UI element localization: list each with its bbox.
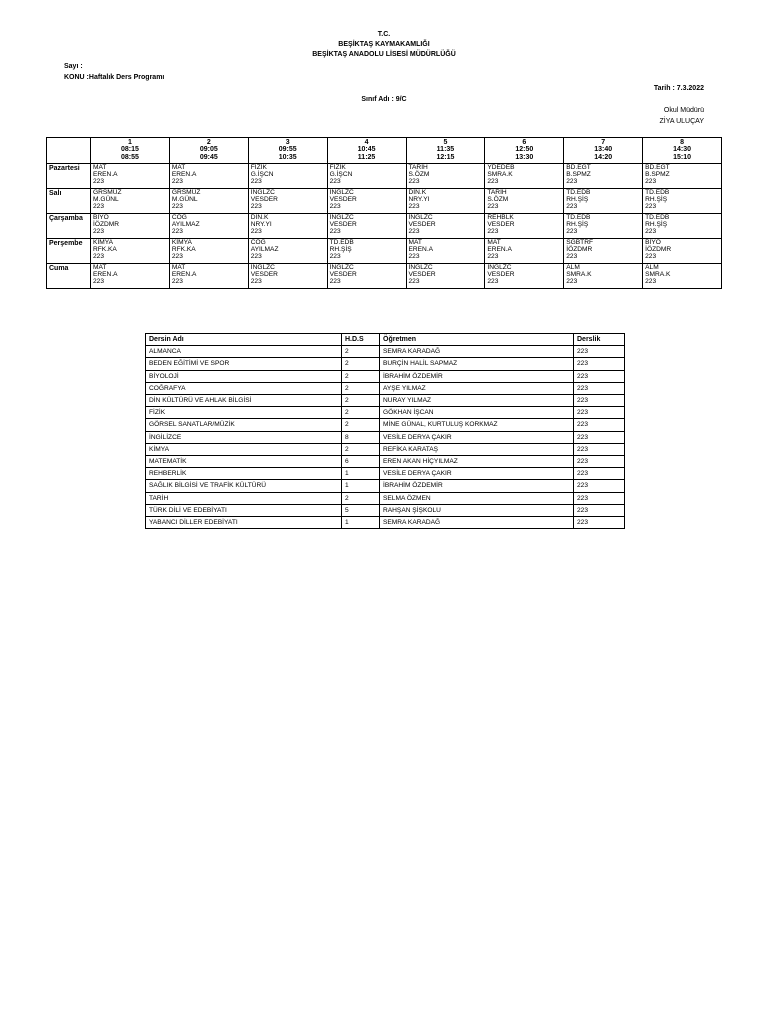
day-row	[47, 164, 722, 189]
course-room: 223	[574, 504, 625, 516]
lesson-cell	[643, 189, 722, 214]
day-row	[47, 239, 722, 264]
period-start: 08:15	[120, 146, 139, 154]
lesson-teacher: İÖZDMR	[93, 221, 120, 229]
lesson-room: 223	[408, 203, 420, 211]
course-teacher: EREN AKAN HİÇYILMAZ	[380, 456, 574, 468]
course-hours: 2	[342, 419, 380, 431]
course-name: GÖRSEL SANATLAR/MÜZİK	[146, 419, 342, 431]
lesson-teacher: VESDER	[329, 196, 357, 204]
course-row	[146, 456, 625, 468]
course-row	[146, 431, 625, 443]
sayi-label: Sayı :	[64, 63, 83, 70]
lesson-teacher: EREN.A	[93, 171, 118, 179]
lesson-code: MAT	[487, 239, 501, 246]
lesson-code: TD.EDB	[645, 189, 670, 196]
col-teacher: Öğretmen	[380, 334, 574, 346]
lesson-room: 223	[250, 203, 262, 211]
period-no: 1	[127, 139, 132, 146]
lesson-cell	[406, 239, 485, 264]
lesson-code: TARİH	[408, 164, 428, 171]
course-name: İNGİLİZCE	[146, 431, 342, 443]
lesson-teacher: M.GÜNL	[171, 196, 198, 204]
course-name: YABANCI DİLLER EDEBİYATI	[146, 517, 342, 529]
lesson-teacher: VESDER	[487, 271, 515, 279]
lesson-room: 223	[566, 203, 578, 211]
lesson-teacher: SMRA.K	[487, 171, 513, 179]
course-name: KİMYA	[146, 443, 342, 455]
lesson-cell	[485, 239, 564, 264]
lesson-code: DİN.K	[408, 189, 427, 196]
course-room: 223	[574, 395, 625, 407]
lesson-room: 223	[93, 228, 105, 236]
lesson-code: İNGLZC	[329, 264, 354, 271]
course-name: SAĞLIK BİLGİSİ VE TRAFİK KÜLTÜRÜ	[146, 480, 342, 492]
period-end: 13:30	[515, 153, 534, 161]
period-header	[327, 138, 406, 164]
course-hours: 2	[342, 358, 380, 370]
lesson-code: BİYO	[645, 239, 661, 246]
course-row	[146, 468, 625, 480]
course-room: 223	[574, 480, 625, 492]
lesson-room: 223	[250, 278, 262, 286]
lesson-code: DİN.K	[250, 214, 269, 221]
course-teacher: SEMRA KARADAĞ	[380, 517, 574, 529]
course-teacher: RAHŞAN ŞİŞKOLU	[380, 504, 574, 516]
lesson-code: COĞ	[171, 214, 187, 221]
lesson-teacher: B.SPMZ	[566, 171, 591, 179]
lesson-cell	[169, 189, 248, 214]
lesson-cell	[169, 264, 248, 289]
konu-label: KONU :Haftalık Ders Programı	[64, 74, 165, 81]
header-kaymakamlik: BEŞİKTAŞ KAYMAKAMLIĞI	[338, 41, 430, 48]
lesson-room: 223	[566, 253, 578, 261]
lesson-cell	[91, 189, 170, 214]
lesson-teacher: EREN.A	[171, 171, 197, 179]
corner-cell	[47, 138, 91, 164]
lesson-room: 223	[487, 253, 499, 261]
course-hours: 1	[342, 468, 380, 480]
period-no: 6	[522, 139, 527, 146]
lesson-cell	[406, 189, 485, 214]
lesson-room: 223	[93, 203, 105, 211]
course-room: 223	[574, 382, 625, 394]
lesson-room: 223	[93, 278, 105, 286]
period-end: 08:55	[120, 153, 139, 161]
lesson-code: MAT	[408, 239, 422, 246]
course-hours: 2	[342, 370, 380, 382]
lesson-teacher: EREN.A	[487, 246, 512, 254]
lesson-teacher: RFK.KA	[171, 246, 196, 254]
course-name: TÜRK DİLİ VE EDEBİYATI	[146, 504, 342, 516]
day-name: Perşembe	[47, 239, 91, 264]
course-teacher: İBRAHİM ÖZDEMİR	[380, 480, 574, 492]
lesson-room: 223	[566, 178, 578, 186]
lesson-code: İNGLZC	[487, 264, 512, 271]
lesson-cell	[643, 164, 722, 189]
lesson-teacher: EREN.A	[171, 271, 197, 279]
lesson-room: 223	[329, 203, 341, 211]
course-name: TARİH	[146, 492, 342, 504]
lesson-code: İNGLZC	[250, 189, 275, 196]
lesson-room: 223	[329, 228, 341, 236]
lesson-room: 223	[487, 278, 499, 286]
lesson-cell	[248, 239, 327, 264]
lesson-code: MAT	[93, 164, 107, 171]
period-header	[564, 138, 643, 164]
lesson-cell	[91, 164, 170, 189]
period-start: 13:40	[594, 146, 613, 154]
schedule-table	[46, 137, 722, 289]
lesson-room: 223	[487, 203, 499, 211]
lesson-room: 223	[329, 253, 341, 261]
lesson-teacher: M.GÜNL	[93, 196, 119, 204]
lesson-cell	[327, 264, 406, 289]
period-no: 2	[206, 139, 211, 146]
lesson-cell	[327, 189, 406, 214]
lesson-room: 223	[645, 178, 657, 186]
period-end: 14:20	[594, 153, 613, 161]
period-start: 09:05	[199, 146, 218, 154]
lesson-teacher: RFK.KA	[93, 246, 117, 254]
course-row	[146, 480, 625, 492]
lesson-room: 223	[408, 178, 420, 186]
lesson-cell	[169, 239, 248, 264]
lesson-cell	[327, 214, 406, 239]
course-teacher: VESİLE DERYA ÇAKIR	[380, 431, 574, 443]
lesson-teacher: RH.ŞİŞ	[645, 196, 668, 204]
lesson-teacher: G.İŞCN	[250, 171, 274, 179]
course-room: 223	[574, 358, 625, 370]
course-room: 223	[574, 346, 625, 358]
lesson-code: FİZİK	[250, 164, 267, 171]
lesson-code: İNGLZC	[408, 264, 433, 271]
lesson-code: BD.EĞT	[566, 164, 591, 171]
lesson-cell	[564, 189, 643, 214]
course-name: REHBERLİK	[146, 468, 342, 480]
lesson-code: BİYO	[93, 214, 109, 221]
period-header	[485, 138, 564, 164]
course-row	[146, 492, 625, 504]
lesson-cell	[91, 264, 170, 289]
tarih-label: Tarih : 7.3.2022	[653, 85, 704, 92]
course-header-row	[146, 334, 625, 346]
schedule-header-row	[47, 138, 722, 164]
lesson-code: MAT	[171, 264, 186, 271]
lesson-teacher: VESDER	[487, 221, 515, 229]
lesson-cell	[485, 214, 564, 239]
day-row	[47, 189, 722, 214]
lesson-teacher: S.ÖZM	[408, 171, 430, 179]
lesson-teacher: G.İŞCN	[329, 171, 353, 179]
col-course-name: Dersin Adı	[146, 334, 342, 346]
course-row	[146, 358, 625, 370]
lesson-cell	[327, 164, 406, 189]
lesson-teacher: VESDER	[329, 221, 357, 229]
course-room: 223	[574, 456, 625, 468]
course-teacher: VESİLE DERYA ÇAKIR	[380, 468, 574, 480]
lesson-room: 223	[408, 278, 420, 286]
lesson-code: MAT	[93, 264, 107, 271]
lesson-room: 223	[250, 253, 262, 261]
lesson-room: 223	[566, 228, 578, 236]
period-header	[643, 138, 722, 164]
course-teacher: BURÇİN HALİL SAPMAZ	[380, 358, 574, 370]
lesson-code: YDEDEB	[487, 164, 515, 171]
course-room: 223	[574, 419, 625, 431]
course-row	[146, 395, 625, 407]
period-end: 11:25	[357, 153, 376, 161]
lesson-teacher: NRY.YI	[250, 221, 272, 229]
lesson-cell	[406, 214, 485, 239]
lesson-teacher: AYILMAZ	[171, 221, 200, 229]
lesson-teacher: AYILMAZ	[250, 246, 279, 254]
day-name: Salı	[47, 189, 91, 214]
lesson-cell	[248, 189, 327, 214]
course-hours: 8	[342, 431, 380, 443]
lesson-code: TD.EDB	[566, 214, 591, 221]
lesson-code: REHBLK	[487, 214, 514, 221]
lesson-code: BD.EĞT	[645, 164, 670, 171]
period-start: 10:45	[357, 146, 376, 154]
course-teacher: REFİKA KARATAŞ	[380, 443, 574, 455]
lesson-cell	[643, 214, 722, 239]
lesson-cell	[564, 164, 643, 189]
course-teacher: AYŞE YILMAZ	[380, 382, 574, 394]
course-row	[146, 419, 625, 431]
period-start: 12:50	[515, 146, 534, 154]
lesson-room: 223	[645, 278, 657, 286]
lesson-code: TARİH	[487, 189, 507, 196]
course-row	[146, 443, 625, 455]
lesson-room: 223	[645, 228, 657, 236]
course-hours: 2	[342, 443, 380, 455]
lesson-room: 223	[171, 228, 183, 236]
lesson-cell	[91, 214, 170, 239]
lesson-cell	[406, 264, 485, 289]
lesson-teacher: RH.ŞİŞ	[329, 246, 352, 254]
course-teacher: NURAY YILMAZ	[380, 395, 574, 407]
lesson-teacher: B.SPMZ	[645, 171, 670, 179]
course-name: BEDEN EĞİTİMİ VE SPOR	[146, 358, 342, 370]
lesson-room: 223	[171, 253, 183, 261]
lesson-cell	[91, 239, 170, 264]
course-teacher: İBRAHİM ÖZDEMİR	[380, 370, 574, 382]
lesson-code: İNGLZC	[408, 214, 433, 221]
lesson-code: İNGLZC	[329, 214, 354, 221]
lesson-code: KİMYA	[171, 239, 192, 246]
course-teacher: GÖKHAN İŞCAN	[380, 407, 574, 419]
col-hours: H.D.S	[342, 334, 380, 346]
course-hours: 1	[342, 480, 380, 492]
period-end: 15:10	[673, 153, 692, 161]
lesson-room: 223	[171, 178, 183, 186]
course-room: 223	[574, 517, 625, 529]
course-name: MATEMATİK	[146, 456, 342, 468]
lesson-cell	[248, 264, 327, 289]
course-hours: 2	[342, 492, 380, 504]
lesson-room: 223	[329, 178, 341, 186]
lesson-code: FİZİK	[329, 164, 346, 171]
period-no: 7	[601, 139, 606, 146]
course-hours: 2	[342, 382, 380, 394]
course-room: 223	[574, 370, 625, 382]
day-name: Çarşamba	[47, 214, 91, 239]
lesson-room: 223	[645, 253, 657, 261]
lesson-teacher: RH.ŞİŞ	[645, 221, 668, 229]
period-header	[91, 138, 170, 164]
lesson-code: KİMYA	[93, 239, 114, 246]
period-start: 09:55	[278, 146, 297, 154]
lesson-teacher: VESDER	[250, 196, 278, 204]
lesson-teacher: VESDER	[408, 221, 436, 229]
lesson-code: TD.EDB	[645, 214, 670, 221]
sinif-label: Sınıf Adı : 9/C	[361, 96, 407, 103]
day-name: Cuma	[47, 264, 91, 289]
lesson-cell	[564, 214, 643, 239]
lesson-room: 223	[566, 278, 578, 286]
course-hours: 2	[342, 395, 380, 407]
lesson-teacher: EREN.A	[93, 271, 118, 279]
lesson-teacher: SMRA.K	[566, 271, 592, 279]
lesson-teacher: İÖZDMR	[645, 246, 672, 254]
lesson-teacher: SMRA.K	[645, 271, 671, 279]
period-end: 09:45	[199, 153, 218, 161]
course-teacher: MİNE GÜNAL, KURTULUŞ KORKMAZ	[380, 419, 574, 431]
lesson-code: ALM	[645, 264, 659, 271]
lesson-room: 223	[645, 203, 657, 211]
lesson-room: 223	[171, 278, 183, 286]
lesson-code: GRSMÜZ	[93, 189, 122, 196]
course-room: 223	[574, 468, 625, 480]
course-row	[146, 370, 625, 382]
period-no: 5	[443, 139, 448, 146]
period-no: 8	[680, 139, 685, 146]
period-header	[169, 138, 248, 164]
lesson-cell	[485, 189, 564, 214]
course-name: BİYOLOJİ	[146, 370, 342, 382]
lesson-cell	[643, 239, 722, 264]
course-teacher: SEMRA KARADAĞ	[380, 346, 574, 358]
mudur-title: Okul Müdürü	[663, 107, 704, 114]
period-end: 10:35	[278, 153, 297, 161]
lesson-room: 223	[329, 278, 341, 286]
day-row	[47, 264, 722, 289]
period-no: 4	[364, 139, 369, 146]
course-hours: 2	[342, 407, 380, 419]
course-room: 223	[574, 443, 625, 455]
period-header	[248, 138, 327, 164]
lesson-code: TD.EDB	[329, 239, 354, 246]
lesson-room: 223	[487, 178, 499, 186]
lesson-cell	[564, 239, 643, 264]
lesson-code: ALM	[566, 264, 580, 271]
header-tc: T.C.	[377, 31, 391, 38]
lesson-teacher: VESDER	[250, 271, 278, 279]
course-hours: 2	[342, 346, 380, 358]
lesson-room: 223	[408, 228, 420, 236]
lesson-cell	[406, 164, 485, 189]
lesson-cell	[169, 164, 248, 189]
course-name: ALMANCA	[146, 346, 342, 358]
lesson-code: İNGLZC	[329, 189, 354, 196]
lesson-room: 223	[250, 228, 262, 236]
lesson-code: İNGLZC	[250, 264, 275, 271]
lesson-room: 223	[408, 253, 420, 261]
lesson-cell	[248, 164, 327, 189]
lesson-cell	[248, 214, 327, 239]
course-room: 223	[574, 407, 625, 419]
lesson-teacher: RH.ŞİŞ	[566, 196, 589, 204]
course-hours: 5	[342, 504, 380, 516]
header-school: BEŞİKTAŞ ANADOLU LİSESİ MÜDÜRLÜĞÜ	[312, 51, 456, 58]
course-name: FİZİK	[146, 407, 342, 419]
course-teacher: SELMA ÖZMEN	[380, 492, 574, 504]
lesson-code: SĞBTRF	[566, 239, 593, 246]
lesson-teacher: RH.ŞİŞ	[566, 221, 589, 229]
lesson-code: TD.EDB	[566, 189, 591, 196]
lesson-cell	[327, 239, 406, 264]
mudur-name: ZİYA ULUÇAY	[659, 118, 704, 125]
course-room: 223	[574, 431, 625, 443]
course-row	[146, 346, 625, 358]
period-end: 12:15	[436, 153, 455, 161]
course-name: DİN KÜLTÜRÜ VE AHLAK BİLGİSİ	[146, 395, 342, 407]
lesson-teacher: VESDER	[329, 271, 357, 279]
lesson-room: 223	[487, 228, 499, 236]
period-start: 11:35	[436, 146, 455, 154]
course-room: 223	[574, 492, 625, 504]
lesson-code: GRSMÜZ	[171, 189, 201, 196]
period-no: 3	[285, 139, 290, 146]
lesson-code: COĞ	[250, 239, 266, 246]
day-name: Pazartesi	[47, 164, 91, 189]
period-start: 14:30	[673, 146, 692, 154]
lesson-cell	[485, 264, 564, 289]
lesson-cell	[169, 214, 248, 239]
lesson-teacher: İÖZDMR	[566, 246, 593, 254]
col-room: Derslik	[574, 334, 625, 346]
lesson-cell	[485, 164, 564, 189]
course-hours: 1	[342, 517, 380, 529]
lesson-room: 223	[250, 178, 262, 186]
course-row	[146, 382, 625, 394]
course-row	[146, 504, 625, 516]
course-table	[145, 333, 625, 529]
course-name: COĞRAFYA	[146, 382, 342, 394]
course-row	[146, 517, 625, 529]
course-hours: 6	[342, 456, 380, 468]
course-row	[146, 407, 625, 419]
lesson-teacher: VESDER	[408, 271, 436, 279]
lesson-room: 223	[93, 178, 105, 186]
lesson-cell	[564, 264, 643, 289]
lesson-teacher: NRY.YI	[408, 196, 430, 204]
lesson-code: MAT	[171, 164, 186, 171]
lesson-teacher: S.ÖZM	[487, 196, 509, 204]
lesson-teacher: EREN.A	[408, 246, 434, 254]
period-header	[406, 138, 485, 164]
lesson-cell	[643, 264, 722, 289]
lesson-room: 223	[171, 203, 183, 211]
lesson-room: 223	[93, 253, 105, 261]
day-row	[47, 214, 722, 239]
